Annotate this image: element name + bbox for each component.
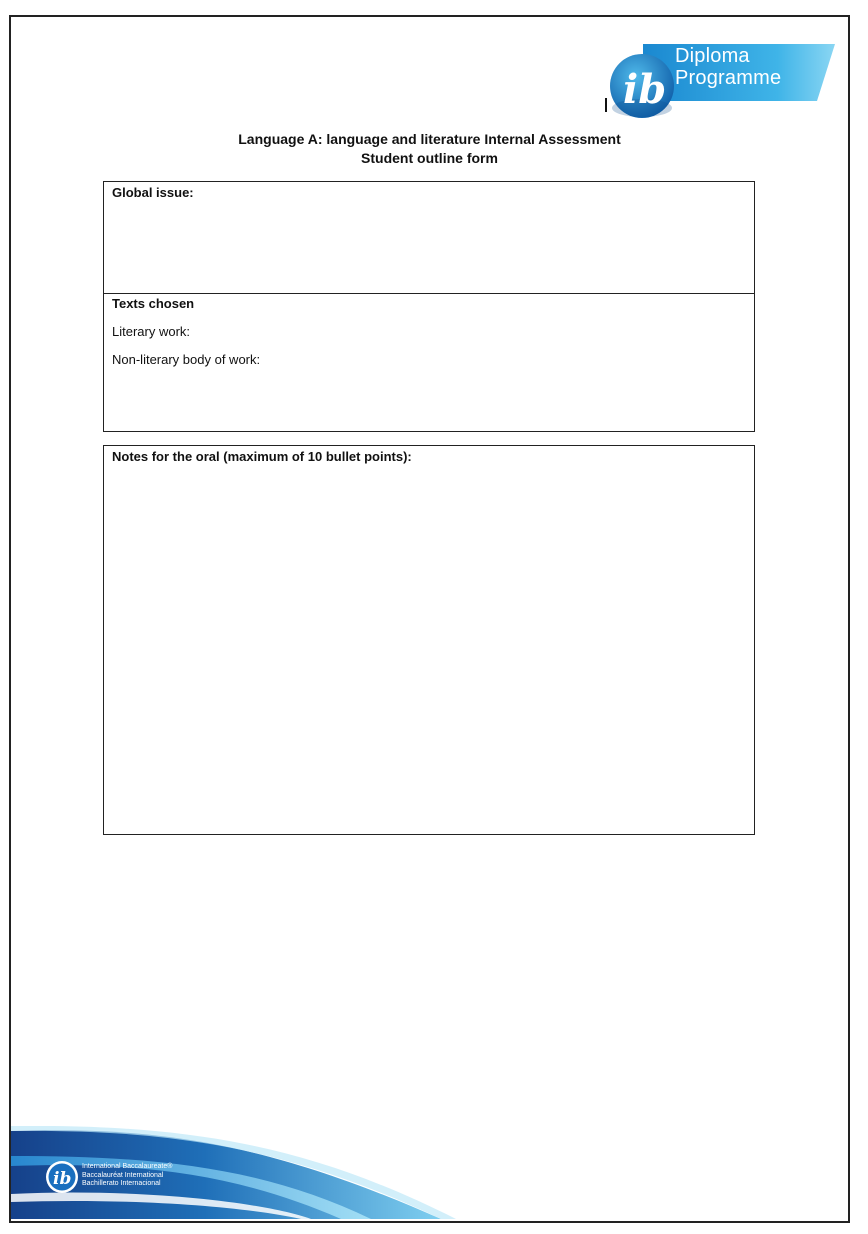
wordmark-line-1: Diploma (675, 45, 750, 67)
wordmark-line-2: Programme (675, 67, 782, 89)
literary-work-label: Literary work: (112, 324, 191, 339)
issue-and-texts-box (103, 181, 755, 432)
footer-line-2: Baccalauréat International (82, 1171, 164, 1179)
document-page (9, 15, 850, 1223)
footer-line-1: International Baccalaureate® (82, 1163, 173, 1170)
section-divider (104, 293, 754, 294)
oral-notes-box (103, 445, 755, 835)
svg-text:ib: ib (623, 66, 667, 113)
texts-chosen-label: Texts chosen (112, 296, 195, 311)
footer-line-3: Bachillerato Internacional (82, 1180, 161, 1187)
ib-footer-logo-icon (45, 1160, 79, 1194)
footer-organization-names (82, 1163, 172, 1189)
diploma-programme-wordmark (675, 45, 781, 89)
text-cursor (605, 98, 607, 112)
title-line-1: Language A: language and literature Internal Assessment (238, 131, 621, 147)
non-literary-work-label: Non-literary body of work: (112, 352, 261, 367)
document-title (11, 130, 848, 168)
svg-text:ib: ib (53, 1169, 72, 1189)
global-issue-label: Global issue: (112, 185, 194, 200)
title-line-2: Student outline form (361, 150, 498, 166)
oral-notes-label: Notes for the oral (maximum of 10 bullet points): (112, 449, 412, 464)
